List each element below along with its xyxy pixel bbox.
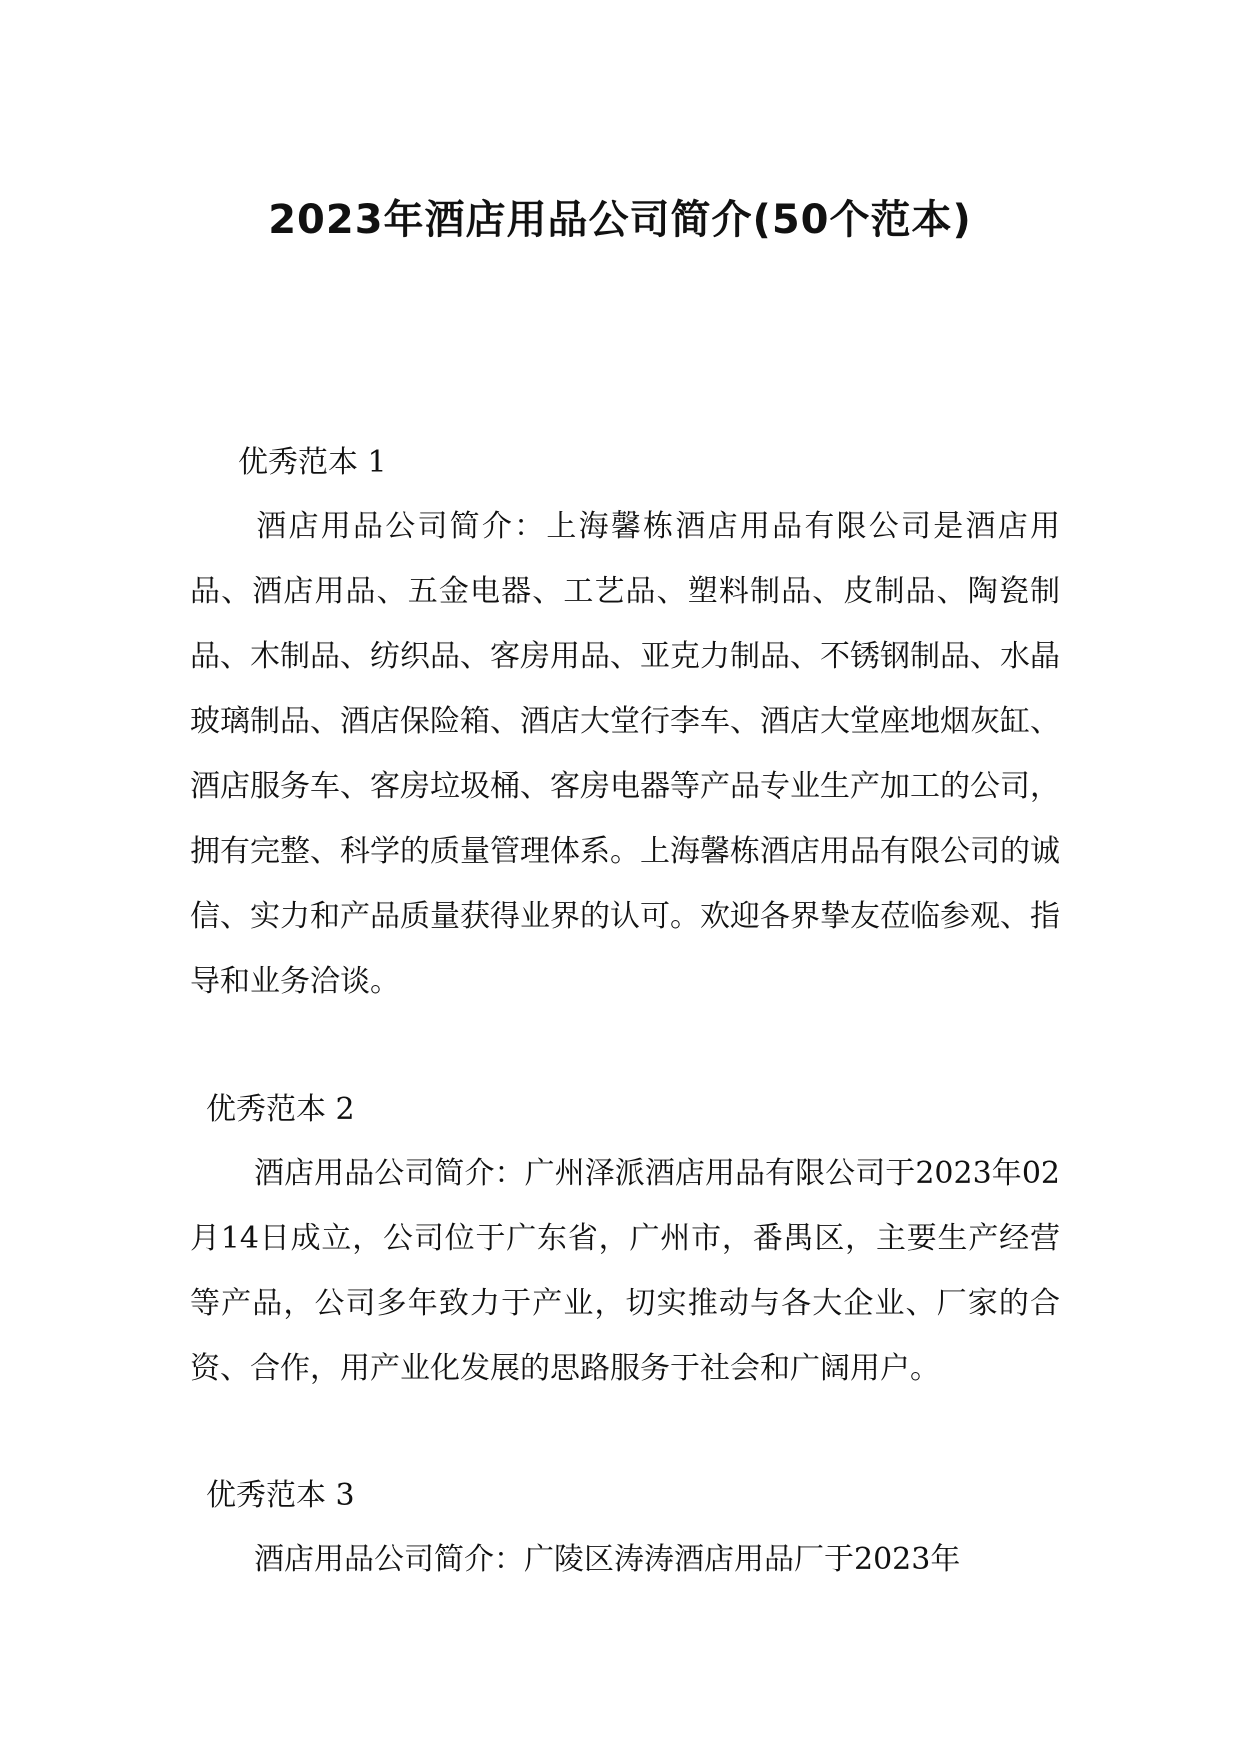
- document-title: 2023年酒店用品公司简介(50个范本): [268, 197, 972, 243]
- section-body-2: [190, 1141, 1060, 1401]
- section-body-1-text: 酒店用品公司简介：上海馨栋酒店用品有限公司是酒店用品、酒店用品、五金电器、工艺品、塑料制品、皮制品、陶瓷制品、木制品、纺织品、客房用品、亚克力制品、不锈钢制品、水晶玻璃制品、酒店保险箱、酒店大堂行李车、酒店大堂座地烟灰缸、酒店服务车、客房垃圾桶、客房电器等产品专业生产加工的公司，拥有完整、科学的质量管理体系。上海馨栋酒店用品有限公司的诚信、实力和产品质量获得业界的认可。欢迎各界挚友莅临参观、指导和业务洽谈。: [190, 509, 1060, 999]
- section-heading-1: 优秀范本 1: [238, 445, 387, 480]
- section-body-3-text: 酒店用品公司简介：广陵区涛涛酒店用品厂于2023年: [254, 1542, 961, 1577]
- section-body-1: [190, 494, 1060, 1014]
- section-body-2-text: 酒店用品公司简介：广州泽派酒店用品有限公司于2023年02月14日成立，公司位于广东省，广州市，番禺区，主要生产经营等产品，公司多年致力于产业，切实推动与各大企业、厂家的合资、合作，用产业化发展的思路服务于社会和广阔用户。: [190, 1156, 1060, 1386]
- section-heading-3: 优秀范本 3: [206, 1478, 355, 1513]
- section-heading-2: 优秀范本 2: [206, 1092, 355, 1127]
- section-body-3: [190, 1527, 1060, 1592]
